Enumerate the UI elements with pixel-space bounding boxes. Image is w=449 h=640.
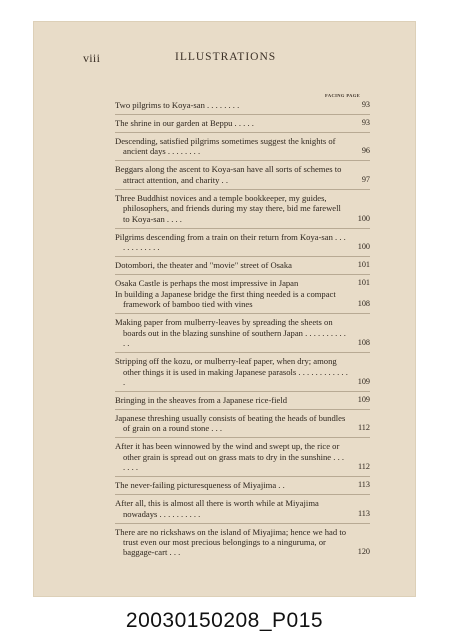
list-item — [115, 136, 370, 157]
entry-page: 96 — [361, 146, 370, 156]
entry-caption: After it has been winnowed by the wind and swept up, the rice or other grain is spread out on grass mats to dry in the sunshine . . . . . . . — [115, 441, 345, 473]
archive-id-label: 20030150208_P015 — [125, 609, 324, 632]
list-item — [115, 289, 370, 310]
entry-caption: In building a Japanese bridge the first thing needed is a compact framework of bamboo tied with vines — [115, 288, 336, 310]
list-item — [115, 260, 370, 270]
divider — [115, 352, 370, 353]
entry-page: 112 — [358, 462, 370, 472]
entry-page: 101 — [357, 260, 370, 270]
entry-page: 120 — [357, 547, 370, 557]
entry-caption: Dotombori, the theater and "movie" street of Osaka — [115, 260, 292, 271]
divider — [115, 494, 370, 495]
list-item — [115, 317, 370, 348]
divider — [115, 313, 370, 314]
list-item — [115, 527, 370, 558]
divider — [115, 523, 370, 524]
divider — [115, 274, 370, 275]
entry-caption: Bringing in the sheaves from a Japanese rice-field — [115, 394, 288, 405]
entry-page: 101 — [357, 278, 370, 288]
list-item — [115, 480, 370, 490]
list-item — [115, 395, 370, 405]
entry-page: 112 — [358, 423, 370, 433]
list-item — [115, 193, 370, 224]
divider — [115, 476, 370, 477]
divider — [115, 114, 370, 115]
list-item — [115, 164, 370, 185]
entry-page: 108 — [357, 338, 370, 348]
entry-caption: Descending, satisfied pilgrims sometimes suggest the knights of ancient days . . . . . . . . — [115, 136, 336, 157]
page-title: ILLUSTRATIONS — [175, 51, 277, 63]
entry-caption: Pilgrims descending from a train on their return from Koya-san . . . . . . . . . . . . — [115, 231, 346, 253]
list-item — [115, 356, 370, 387]
entry-caption: After all, this is almost all there is worth while at Miyajima nowadays . . . . . . . . . . — [115, 498, 319, 519]
list-item — [115, 100, 370, 110]
entry-caption: Japanese threshing usually consists of beating the heads of bundles of grain on a round stone . . . — [115, 412, 346, 434]
entry-caption: There are no rickshaws on the island of Miyajima; hence we had to trust even our most precious belongings to a ninguruma, or baggage-cart . . . — [115, 526, 346, 558]
list-item — [115, 498, 370, 519]
entry-page: 100 — [357, 213, 370, 223]
divider — [115, 228, 370, 229]
list-item — [115, 232, 370, 253]
divider — [115, 409, 370, 410]
list-item — [115, 441, 370, 472]
entry-page: 109 — [357, 376, 370, 386]
divider — [115, 437, 370, 438]
entry-caption: Osaka Castle is perhaps the most impressive in Japan — [115, 278, 299, 289]
list-item — [115, 278, 370, 288]
entry-page: 109 — [357, 394, 370, 404]
list-item — [115, 413, 370, 434]
entry-caption: Three Buddhist novices and a temple bookkeeper, my guides, philosophers, and friends during my stay there, bid me farewell to Koya-san . . . . — [115, 192, 341, 224]
divider — [115, 160, 370, 161]
entry-caption: Two pilgrims to Koya-san . . . . . . . . — [115, 100, 240, 110]
entry-page: 97 — [361, 174, 370, 184]
entry-page: 93 — [361, 100, 370, 109]
entry-caption: The never-failing picturesqueness of Miyajima . . — [115, 480, 285, 491]
list-item — [115, 118, 370, 128]
entry-page: 113 — [358, 480, 370, 490]
page-number: viii — [83, 51, 101, 65]
entry-page: 93 — [361, 118, 370, 127]
entry-caption: Stripping off the kozu, or mulberry-leaf paper, when dry; among other things it is used in making Japanese parasols . . . . . . . . . . . . . — [115, 356, 348, 387]
entry-caption: Beggars along the ascent to Koya-san have all sorts of schemes to attract attention, and charity . . — [115, 164, 342, 185]
entry-caption: Making paper from mulberry-leaves by spreading the sheets on boards out in the blazing sunshine of southern Japan . . . . . . . . . . . . — [115, 317, 346, 349]
entry-page: 100 — [357, 242, 370, 252]
entry-caption: The shrine in our garden at Beppu . . . . . — [115, 118, 254, 128]
page-header — [83, 51, 343, 65]
divider — [115, 256, 370, 257]
entry-page: 108 — [357, 299, 370, 309]
entry-page: 113 — [358, 508, 370, 518]
divider — [115, 132, 370, 133]
divider — [115, 189, 370, 190]
divider — [115, 391, 370, 392]
facing-page-column-header: FACING PAGE — [325, 93, 361, 98]
illustrations-list — [115, 100, 370, 561]
